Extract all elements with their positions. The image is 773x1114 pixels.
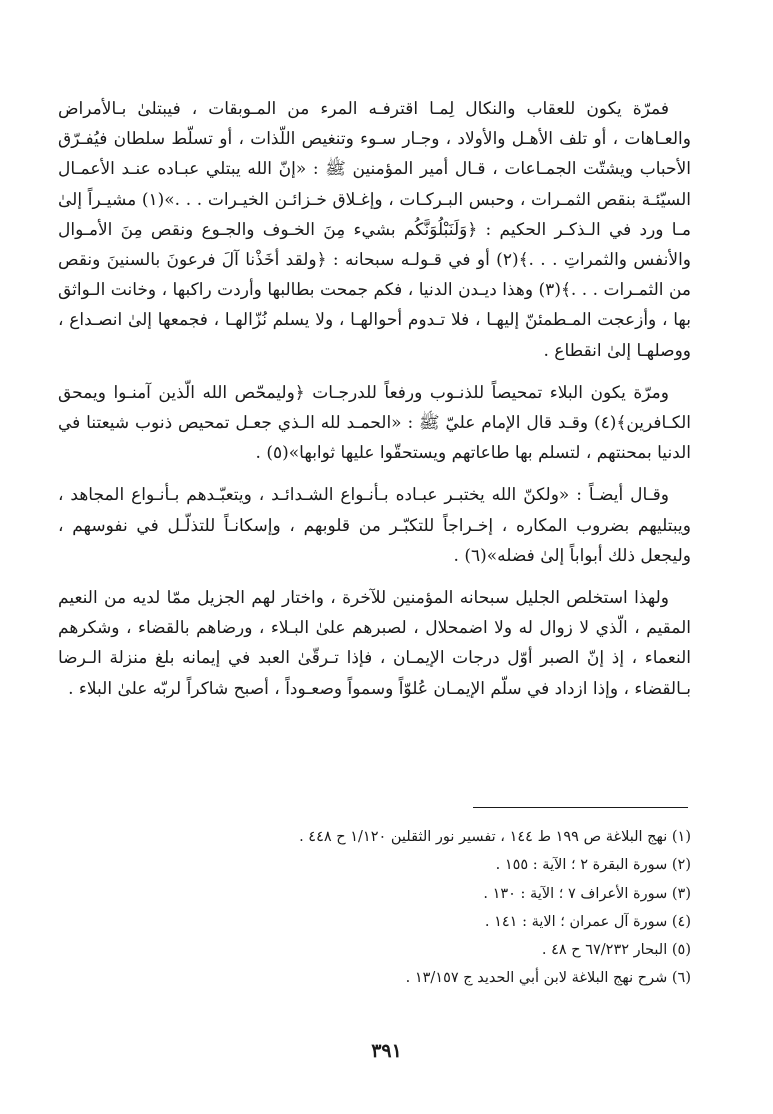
footnotes-list — [58, 823, 691, 993]
footnote-4: (٤) سورة آل عمران ؛ الاية : ١٤١ . — [484, 913, 691, 930]
paragraph-3: وقـال أيضـاً : «ولكنّ الله يختبـر عبـاده بـأنـواع الشـدائـد ، ويتعبّـدهم بـأنـواع المجاهد ، ويبتليهم بضروب المكاره ، إخـراجاً للتكبّـر من قلوبهم ، وإسكانـاً للتذلّـل في نفوسهم ، وليجعل ذلك أبواباً إلىٰ فضله»(٦) . — [58, 485, 691, 566]
footnote-5: (٥) البحار ٦٧/٢٣٢ ح ٤٨ . — [541, 942, 691, 959]
main-text — [58, 94, 691, 704]
paragraph-1: فمرّة يكون للعقاب والنكال لِمـا اقترفـه المرء من المـوبقات ، فيبتلىٰ بـالأمراض والعـاهات ، أو تلف الأهـل والأولاد ، وجـار سـوء وتنغيص اللّذات ، أو تسلّط سلطان فيُفـرّق الأحباب ويشتّت الجمـاعات ، قـال أمير المؤمنين ﷺ : «إنّ الله يبتلي عبـاده عنـد الأعمـال السيّئـة بنقص الثمـرات ، وحبس البـركـات ، وإغـلاق خـزائـن الخيـرات . . .»(١) مشيـراً إلىٰ مـا ورد في الـذكـر الحكيم : ﴿وَلَنَبْلُوَنَّكُم بشيء مِنَ الخـوف والجـوع ونقص مِنَ الأمـوال والأنفس والثمراتِ . . .﴾(٢) أو في قـولـه سبحانه : ﴿ولقد أخَذْنا آلَ فرعونَ بالسنينَ ونقص من الثمـرات . . .﴾(٣) وهذا ديـدن الدنيا ، فكم جمحت بطالبها وأردت راكبها ، وخانت الـواثق بها ، وأزعجت المـطمئنّ إليهـا ، فلا تـدوم أحوالهـا ، ولا يسلم نُزّالهـا ، فجمعها إلىٰ انصـداع ، ووصلهـا إلىٰ انقطاع . — [58, 99, 691, 361]
footnote-separator — [473, 807, 688, 808]
footnote-6: (٦) شرح نهج البلاغة لابن أبي الحديد ج ١٣/١٥٧ . — [405, 970, 691, 987]
footnote-2: (٢) سورة البقرة ٢ ؛ الآية : ١٥٥ . — [495, 857, 691, 874]
paragraph-4: ولهذا استخلص الجليل سبحانه المؤمنين للآخرة ، واختار لهم الجزيل ممّا لديه من النعيم المقيم ، الّذي لا زوال له ولا اضمحلال ، لصبرهم علىٰ البـلاء ، ورضاهم بالقضاء ، وشكرهم النعماء ، إذ إنّ الصبر أوّل درجات الإيمـان ، فإذا تـرقّىٰ العبد في إيمانه بلغ منزلة الـرضا بـالقضاء ، وإذا ازداد في سلّم الإيمـان عُلوّاً وسمواً وصعـوداً ، أصبح شاكراً لربّه علىٰ البلاء . — [58, 588, 691, 699]
paragraph-2: ومرّة يكون البلاء تمحيصاً للذنـوب ورفعاً للدرجـات ﴿وليمحّص الله الّذين آمنـوا ويمحق الكـافرين﴾(٤) وقـد قال الإمام عليّ ﷺ : «الحمـد لله الـذي جعـل تمحيص ذنوب شيعتنا في الدنيا بمحنتهم ، لتسلم بها طاعاتهم ويستحقّوا عليها ثوابها»(٥) . — [58, 382, 691, 464]
footnote-3: (٣) سورة الأعراف ٧ ؛ الآية : ١٣٠ . — [483, 885, 691, 902]
footnote-1: (١) نهج البلاغة ص ١٩٩ ط ١٤٤ ، تفسير نور الثقلين ١/١٢٠ ح ٤٤٨ . — [299, 829, 691, 845]
page-number: ٣٩١ — [371, 1040, 402, 1062]
